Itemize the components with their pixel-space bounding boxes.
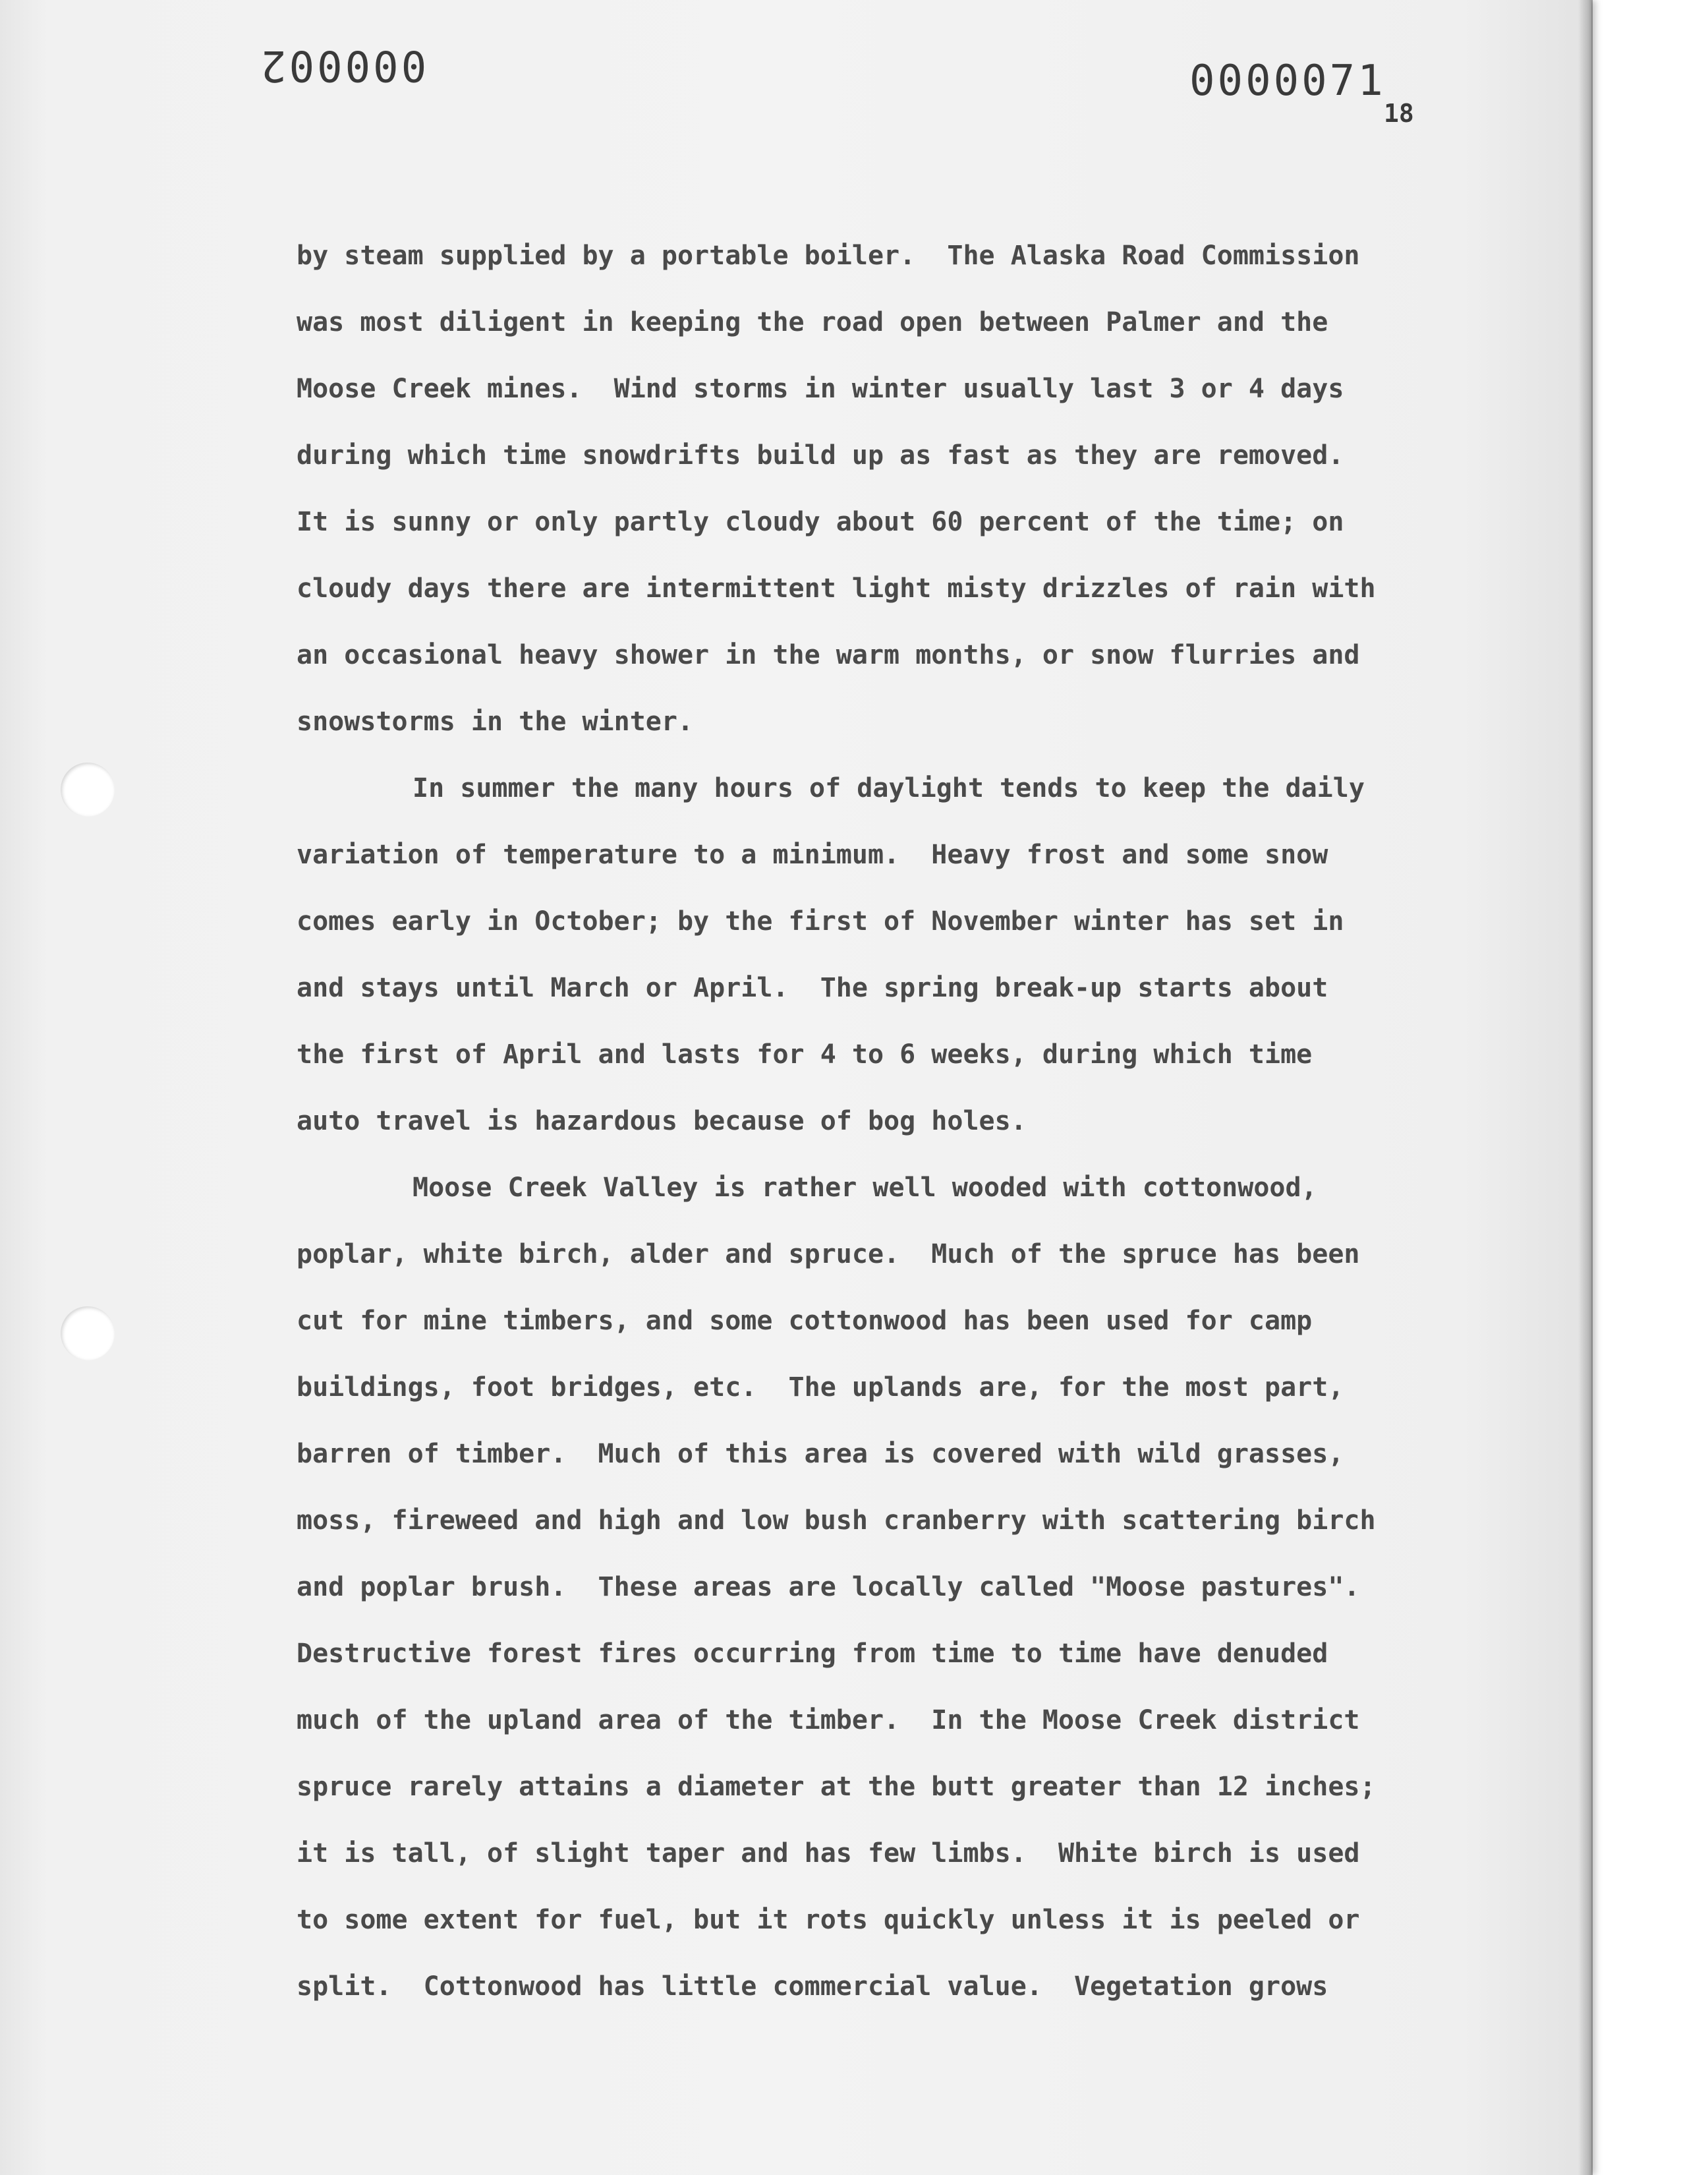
text-line: buildings, foot bridges, etc. The uplands are, for the most part, (297, 1372, 1344, 1403)
text-line: and poplar brush. These areas are locally called "Moose pastures". (297, 1572, 1360, 1602)
text-line: by steam supplied by a portable boiler. The Alaska Road Commission (297, 241, 1360, 271)
page-number: 18 (1384, 99, 1414, 128)
text-line: Destructive forest fires occurring from time to time have denuded (297, 1638, 1328, 1669)
text-line: poplar, white birch, alder and spruce. Much of the spruce has been (297, 1239, 1360, 1269)
text-line: snowstorms in the winter. (297, 707, 694, 737)
text-line: comes early in October; by the first of November winter has set in (297, 906, 1344, 937)
text-line: much of the upland area of the timber. In the Moose Creek district (297, 1705, 1360, 1735)
text-line: auto travel is hazardous because of bog holes. (297, 1106, 1027, 1136)
text-line: cloudy days there are intermittent light misty drizzles of rain with (297, 573, 1376, 604)
punch-hole-top (61, 763, 115, 817)
text-line: moss, fireweed and high and low bush cranberry with scattering birch (297, 1505, 1376, 1536)
text-line: cut for mine timbers, and some cottonwood has been used for camp (297, 1306, 1313, 1336)
page-edge-shadow (1578, 0, 1593, 2175)
document-stamp-right: 0000071 (1189, 57, 1386, 105)
text-line: split. Cottonwood has little commercial value. Vegetation grows (297, 1971, 1328, 2002)
text-line: the first of April and lasts for 4 to 6 weeks, during which time (297, 1039, 1313, 1070)
body-text (297, 223, 1443, 2020)
text-line: to some extent for fuel, but it rots quickly unless it is peeled or (297, 1905, 1360, 1935)
text-line: It is sunny or only partly cloudy about 60 percent of the time; on (297, 507, 1344, 537)
text-line: variation of temperature to a minimum. Heavy frost and some snow (297, 840, 1328, 870)
text-line: barren of timber. Much of this area is covered with wild grasses, (297, 1439, 1344, 1469)
text-line: it is tall, of slight taper and has few limbs. White birch is used (297, 1838, 1360, 1869)
paragraph-start-line: Moose Creek Valley is rather well wooded with cottonwood, (413, 1173, 1317, 1203)
text-line: was most diligent in keeping the road open between Palmer and the (297, 307, 1328, 337)
punch-hole-bottom (61, 1306, 115, 1360)
text-line: spruce rarely attains a diameter at the butt greater than 12 inches; (297, 1772, 1376, 1802)
text-line: and stays until March or April. The spring break-up starts about (297, 973, 1328, 1003)
document-stamp-left: 000002 (258, 41, 427, 90)
text-line: during which time snowdrifts build up as fast as they are removed. (297, 440, 1344, 471)
text-line: Moose Creek mines. Wind storms in winter usually last 3 or 4 days (297, 374, 1344, 404)
text-line: an occasional heavy shower in the warm months, or snow flurries and (297, 640, 1360, 670)
paragraph-start-line: In summer the many hours of daylight tends to keep the daily (413, 773, 1365, 803)
